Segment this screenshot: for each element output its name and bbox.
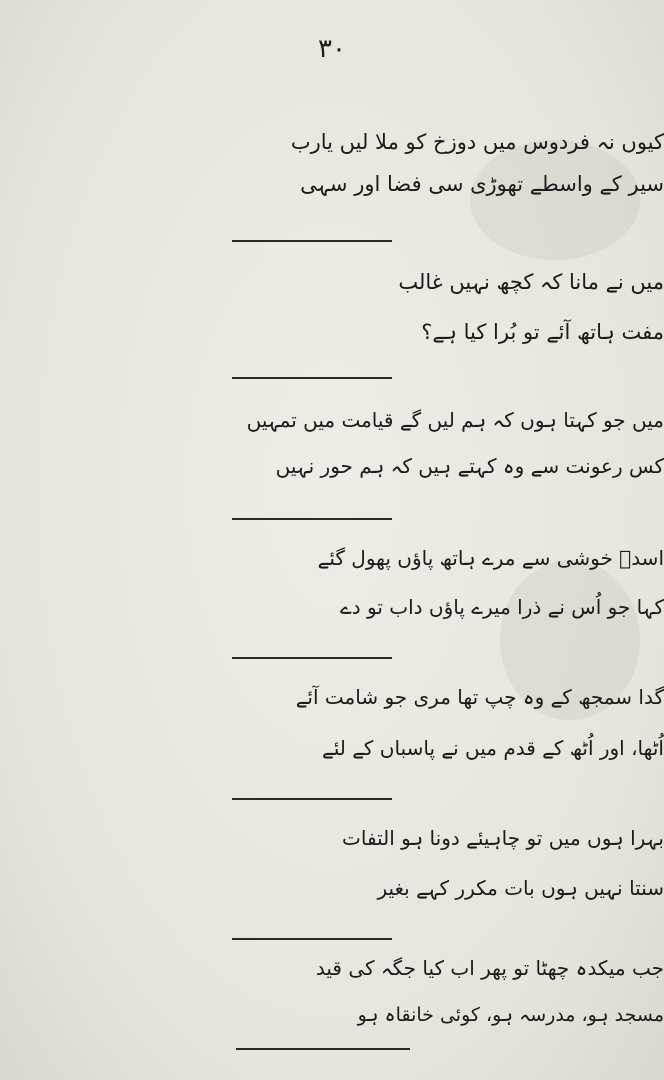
couplet-divider xyxy=(232,518,392,520)
couplet-3-line-2: کس رعونت سے وہ کہتے ہیں کہ ہم حور نہیں xyxy=(275,454,664,478)
couplet-7-line-2: مسجد ہو، مدرسہ ہو، کوئی خانقاہ ہو xyxy=(357,1004,664,1026)
couplet-divider xyxy=(232,938,392,940)
couplet-2-line-1: میں نے مانا کہ کچھ نہیں غالب xyxy=(398,270,664,294)
couplet-divider xyxy=(232,657,392,659)
couplet-divider xyxy=(232,798,392,800)
couplet-2-line-2: مفت ہاتھ آئے تو بُرا کیا ہے؟ xyxy=(421,320,664,344)
couplet-divider xyxy=(232,377,392,379)
couplet-3-line-1: میں جو کہتا ہوں کہ ہم لیں گے قیامت میں تمہیں xyxy=(246,408,664,432)
couplet-5-line-1: گدا سمجھ کے وہ چپ تھا مری جو شامت آئے xyxy=(295,685,664,709)
couplet-6-line-1: بہرا ہوں میں تو چاہیئے دونا ہو التفات xyxy=(342,826,664,850)
couplet-5-line-2: اُٹھا، اور اُٹھ کے قدم میں نے پاسباں کے لئے xyxy=(321,736,664,760)
bottom-rule xyxy=(236,1048,410,1050)
couplet-divider xyxy=(232,240,392,242)
couplet-1-line-2: سیر کے واسطے تھوڑی سی فضا اور سہی xyxy=(300,172,664,196)
page-number: ۳۰ xyxy=(318,34,346,64)
couplet-1-line-1: کیوں نہ فردوس میں دوزخ کو ملا لیں یارب xyxy=(290,130,664,154)
paper-stain xyxy=(470,140,640,260)
couplet-4-line-2: کہا جو اُس نے ذرا میرے پاؤں داب تو دے xyxy=(340,595,664,619)
couplet-4-line-1: اسدؔ خوشی سے مرے ہاتھ پاؤں پھول گئے xyxy=(317,546,664,570)
couplet-7-line-1: جب میکدہ چھٹا تو پھر اب کیا جگہ کی قید xyxy=(315,956,664,980)
couplet-6-line-2: سنتا نہیں ہوں بات مکرر کہے بغیر xyxy=(377,876,664,900)
